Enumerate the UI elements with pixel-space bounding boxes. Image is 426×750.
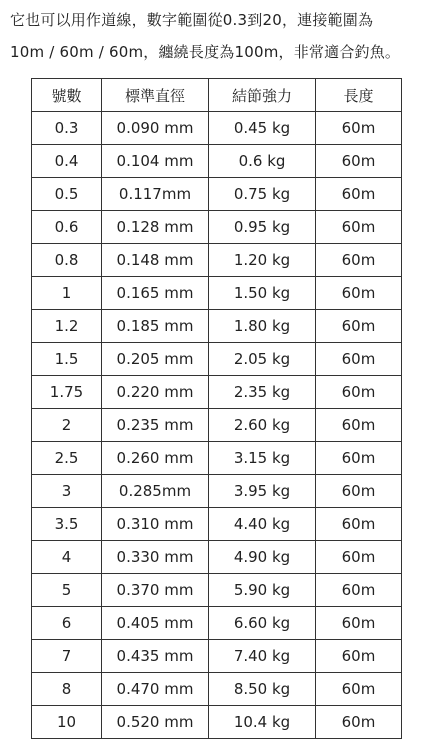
cell-knot-strength: 2.05 kg [209,343,316,376]
cell-diameter: 0.470 mm [102,673,209,706]
table-row [32,442,402,475]
cell-diameter: 0.520 mm [102,706,209,739]
cell-length: 60m [316,343,402,376]
table-row [32,673,402,706]
cell-size-number: 0.6 [32,211,102,244]
cell-size-number: 2 [32,409,102,442]
cell-size-number: 1.75 [32,376,102,409]
cell-length: 60m [316,310,402,343]
cell-length: 60m [316,640,402,673]
cell-size-number: 7 [32,640,102,673]
table-row [32,508,402,541]
cell-diameter: 0.185 mm [102,310,209,343]
cell-size-number: 3 [32,475,102,508]
cell-size-number: 1.5 [32,343,102,376]
cell-length: 60m [316,277,402,310]
cell-length: 60m [316,178,402,211]
table-row [32,376,402,409]
table-row [32,409,402,442]
cell-size-number: 5 [32,574,102,607]
cell-knot-strength: 8.50 kg [209,673,316,706]
cell-diameter: 0.220 mm [102,376,209,409]
intro-text [10,4,420,68]
cell-length: 60m [316,112,402,145]
cell-knot-strength: 10.4 kg [209,706,316,739]
cell-knot-strength: 3.95 kg [209,475,316,508]
cell-length: 60m [316,574,402,607]
intro-line-2: 10m / 60m / 60m，纏繞長度為100m，非常適合釣魚。 [10,43,401,61]
table-row [32,310,402,343]
header-size-number: 號數 [32,79,102,112]
table-row [32,343,402,376]
cell-size-number: 0.5 [32,178,102,211]
cell-knot-strength: 0.45 kg [209,112,316,145]
cell-knot-strength: 2.60 kg [209,409,316,442]
table-header-row [32,79,402,112]
cell-diameter: 0.285mm [102,475,209,508]
cell-length: 60m [316,706,402,739]
cell-length: 60m [316,475,402,508]
cell-diameter: 0.090 mm [102,112,209,145]
cell-length: 60m [316,145,402,178]
cell-knot-strength: 4.40 kg [209,508,316,541]
cell-knot-strength: 2.35 kg [209,376,316,409]
cell-diameter: 0.330 mm [102,541,209,574]
table-row [32,706,402,739]
cell-diameter: 0.205 mm [102,343,209,376]
cell-size-number: 8 [32,673,102,706]
cell-length: 60m [316,244,402,277]
cell-length: 60m [316,673,402,706]
table-row [32,244,402,277]
table-row [32,178,402,211]
cell-length: 60m [316,607,402,640]
cell-diameter: 0.148 mm [102,244,209,277]
cell-diameter: 0.128 mm [102,211,209,244]
cell-size-number: 0.8 [32,244,102,277]
cell-size-number: 6 [32,607,102,640]
cell-knot-strength: 5.90 kg [209,574,316,607]
cell-length: 60m [316,541,402,574]
cell-diameter: 0.310 mm [102,508,209,541]
cell-knot-strength: 7.40 kg [209,640,316,673]
cell-knot-strength: 0.75 kg [209,178,316,211]
cell-length: 60m [316,211,402,244]
table-row [32,112,402,145]
table-row [32,574,402,607]
cell-knot-strength: 0.95 kg [209,211,316,244]
cell-size-number: 0.4 [32,145,102,178]
cell-length: 60m [316,376,402,409]
cell-diameter: 0.405 mm [102,607,209,640]
cell-size-number: 2.5 [32,442,102,475]
cell-diameter: 0.370 mm [102,574,209,607]
cell-knot-strength: 0.6 kg [209,145,316,178]
cell-knot-strength: 1.20 kg [209,244,316,277]
header-length: 長度 [316,79,402,112]
cell-length: 60m [316,442,402,475]
table-row [32,145,402,178]
line-spec-table [31,78,402,739]
cell-knot-strength: 3.15 kg [209,442,316,475]
cell-diameter: 0.435 mm [102,640,209,673]
cell-diameter: 0.104 mm [102,145,209,178]
cell-knot-strength: 4.90 kg [209,541,316,574]
cell-size-number: 1.2 [32,310,102,343]
cell-length: 60m [316,508,402,541]
cell-size-number: 0.3 [32,112,102,145]
cell-length: 60m [316,409,402,442]
header-standard-diameter: 標準直徑 [102,79,209,112]
cell-diameter: 0.260 mm [102,442,209,475]
table-row [32,211,402,244]
table-row [32,277,402,310]
cell-diameter: 0.117mm [102,178,209,211]
cell-knot-strength: 6.60 kg [209,607,316,640]
table-row [32,640,402,673]
cell-knot-strength: 1.50 kg [209,277,316,310]
cell-knot-strength: 1.80 kg [209,310,316,343]
cell-size-number: 4 [32,541,102,574]
cell-diameter: 0.235 mm [102,409,209,442]
table-row [32,541,402,574]
table-row [32,475,402,508]
intro-line-1: 它也可以用作道線，數字範圍從0.3到20，連接範圍為 [10,11,374,29]
cell-size-number: 10 [32,706,102,739]
cell-size-number: 1 [32,277,102,310]
header-knot-strength: 結節強力 [209,79,316,112]
table-row [32,607,402,640]
cell-diameter: 0.165 mm [102,277,209,310]
cell-size-number: 3.5 [32,508,102,541]
